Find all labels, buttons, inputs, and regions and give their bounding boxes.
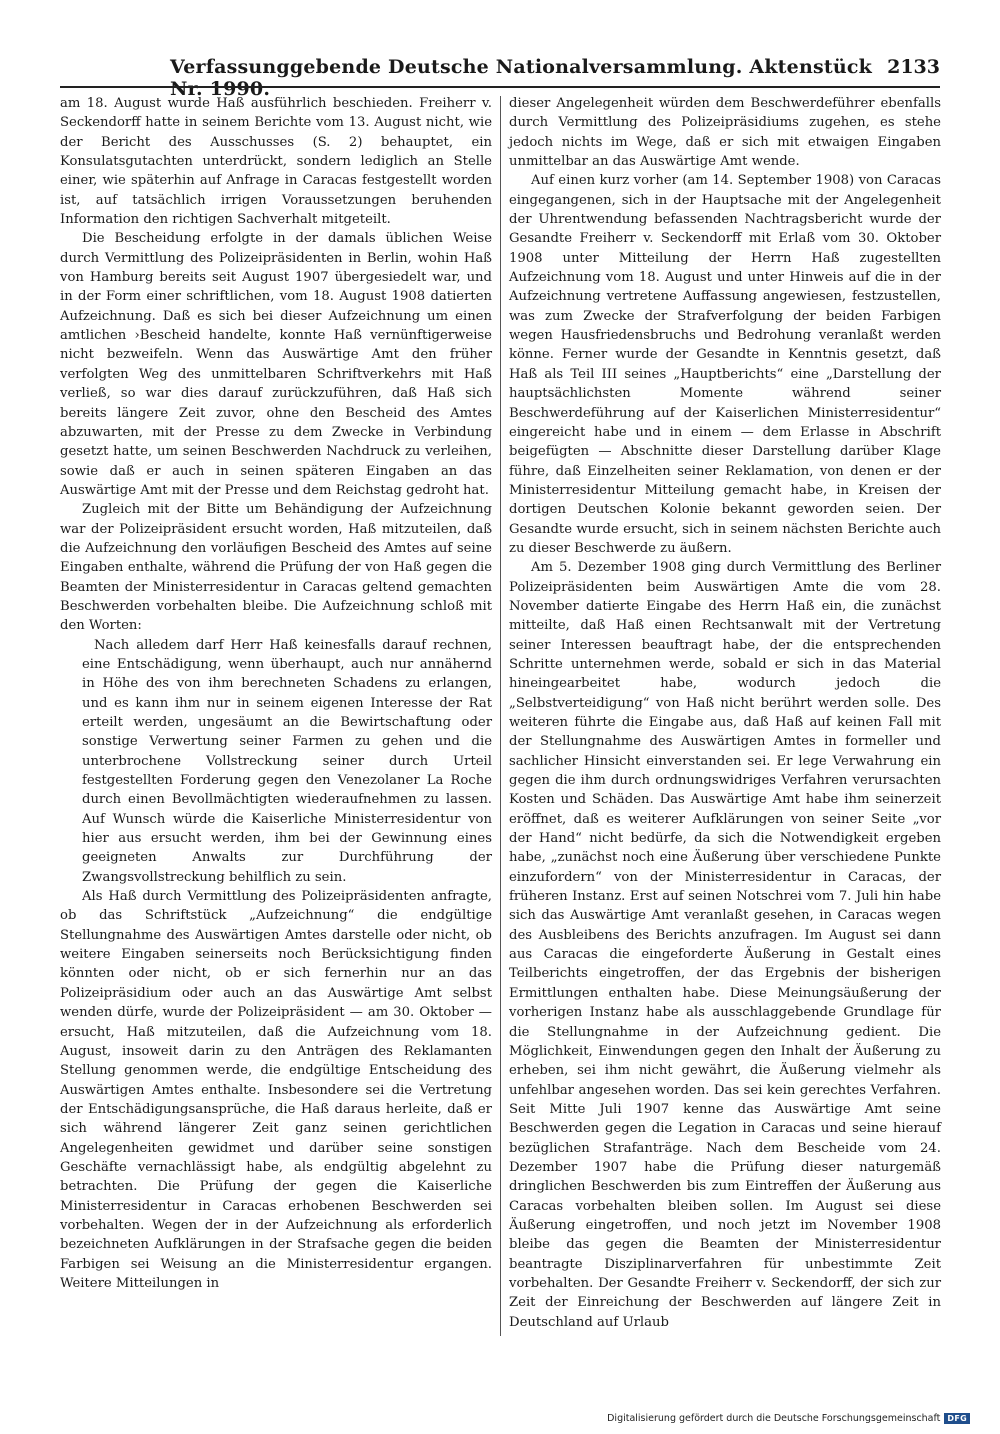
page-number: 2133 bbox=[887, 56, 940, 78]
digitization-footer bbox=[607, 1411, 970, 1425]
paragraph: Zugleich mit der Bitte um Behändigung der Aufzeichnung war der Polizeipräsident ersucht worden, Haß mitzuteilen, daß die Aufzeichnung den vorläufigen Bescheid des Amtes auf seine Eingaben enthalte, während die Prüfung der von Haß gegen die Beamten der Ministerresidentur in Caracas geltend gemachten Beschwerden vorbehalten bleibe. Die Aufzeichnung schloß mit den Worten: bbox=[60, 502, 492, 634]
paragraph: Am 5. Dezember 1908 ging durch Vermittlung des Berliner Polizeipräsidenten beim Auswärtigen Amte die vom 28. November datierte Eingabe des Herrn Haß ein, die zunächst mitteilte, daß Haß einen Rechtsanwalt mit der Vertretung seiner Interessen beauftragt habe, der die entsprechenden Schritte unternehmen werde, sobald er sich in das Material hineingearbeitet habe, wodurch jedoch die „Selbstverteidigung“ von Haß nicht berührt werden solle. Des weiteren führte die Eingabe aus, daß Haß auf keinen Fall mit der Stellungnahme des Auswärtigen Amtes in formeller und sachlicher Hinsicht einverstanden sei. Er lege Verwahrung ein gegen die ihm durch ordnungswidriges Verfahren verursachten Kosten und Schäden. Das Auswärtige Amt habe ihm seinerzeit eröffnet, daß es weiterer Aufklärungen von seiner Seite „vor der Hand“ nicht bedürfe, da sich die Notwendigkeit ergeben habe, „zunächst noch eine Äußerung über verschiedene Punkte einzufordern“ von der Ministerresidentur in Caracas, der früheren Instanz. Erst auf seinen Notschrei vom 7. Juli hin habe sich das Auswärtige Amt veranlaßt gesehen, in Caracas wegen des Ausbleibens des Berichts anzufragen. Im August sei dann aus Caracas die eingeforderte Äußerung in Gestalt eines Teilberichts eingetroffen, der das Ergebnis der bisherigen Ermittlungen enthalten habe. Diese Meinungsäußerung der vorherigen Instanz habe als ausschlaggebende Grundlage für die Stellungnahme in der Aufzeichnung gedient. Die Möglichkeit, Einwendungen gegen den Inhalt der Äußerung zu erheben, sei ihm nicht gewährt, die Äußerung vielmehr als unfehlbar angesehen worden. Das sei kein gerechtes Verfahren. Seit Mitte Juli 1907 kenne das Auswärtige Amt seine Beschwerden gegen die Legation in Caracas und seine hierauf bezüglichen Strafanträge. Nach dem Bescheide vom 24. Dezember 1907 habe die Prüfung dieser naturgemäß dringlichen Beschwerden bis zum Eintreffen der Äußerung aus Caracas vorbehalten bleiben sollen. Im August sei diese Äußerung eingetroffen, und noch jetzt im November 1908 bleibe das gegen die Beamten der Ministerresidentur beantragte Disziplinarverfahren für unbestimmte Zeit vorbehalten. Der Gesandte Freiherr v. Seckendorff, der sich zur Zeit der Einreichung der Beschwerden auf längere Zeit in Deutschland auf Urlaub bbox=[509, 560, 941, 1330]
paragraph: am 18. August wurde Haß ausführlich beschieden. Freiherr v. Seckendorff hatte in seinem Berichte vom 13. August nicht, wie der Bericht des Ausschusses (S. 2) behauptet, ein Konsulatsgutachten unterdrückt, sondern lediglich an Stelle einer, wie späterhin auf Anfrage in Caracas festgestellt worden ist, auf tatsächlich irrigen Voraussetzungen beruhenden Information den richtigen Sachverhalt mitgeteilt. bbox=[60, 96, 492, 228]
paragraph: Als Haß durch Vermittlung des Polizeipräsidenten anfragte, ob das Schriftstück „Aufzeichnung“ die endgültige Stellungnahme des Auswärtigen Amtes darstelle oder nicht, ob weitere Eingaben seinerseits noch Berücksichtigung finden könnten oder nicht, ob er sich fernerhin nur an das Polizeipräsidium oder auch an das Auswärtige Amt selbst wenden dürfe, wurde der Polizeipräsident — am 30. Oktober — ersucht, Haß mitzuteilen, daß die Aufzeichnung vom 18. August, insoweit darin zu den Anträgen des Reklamanten Stellung genommen werde, die endgültige Entscheidung des Auswärtigen Amtes enthalte. Insbesondere sei die Vertretung der Entschädigungsansprüche, die Haß daraus herleite, daß er sich während längerer Zeit ganz seinen gerichtlichen Angelegenheiten gewidmet und darüber seine sonstigen Geschäfte vernachlässigt habe, als endgültig abgelehnt zu betrachten. Die Prüfung der gegen die Kaiserliche Ministerresidentur in Caracas erhobenen Beschwerden sei vorbehalten. Wegen der in der Aufzeichnung als erforderlich bezeichneten Aufklärungen in der Strafsache gegen die beiden Farbigen sei Weisung an die Ministerresidentur ergangen. Weitere Mitteilungen in bbox=[60, 889, 492, 1291]
running-title: Verfassunggebende Deutsche Nationalversammlung. Aktenstück Nr. 1990. bbox=[170, 56, 872, 100]
dfg-logo: DFG bbox=[944, 1413, 970, 1424]
footer-text: Digitalisierung gefördert durch die Deutsche Forschungsgemeinschaft bbox=[607, 1412, 941, 1424]
header-rule bbox=[60, 86, 940, 88]
page-header bbox=[170, 56, 940, 100]
paragraph: Auf einen kurz vorher (am 14. September 1908) von Caracas eingegangenen, sich in der Hauptsache mit der Angelegenheit der Uhrentwendung befassenden Nachtragsbericht wurde der Gesandte Freiherr v. Seckendorff mit Erlaß vom 30. Oktober 1908 unter Mitteilung der Herrn Haß zugestellten Aufzeichnung vom 18. August und unter Hinweis auf die in der Aufzeichnung vertretene Auffassung angewiesen, festzustellen, was zum Zwecke der Strafverfolgung der beiden Farbigen wegen Hausfriedensbruchs und Bedrohung veranlaßt werden könne. Ferner wurde der Gesandte in Kenntnis gesetzt, daß Haß als Teil III seines „Hauptberichts“ eine „Darstellung der hauptsächlichsten Momente während seiner Beschwerdeführung auf der Kaiserlichen Ministerresidentur“ eingereicht habe und in einem — dem Erlasse in Abschrift beigefügten — Abschnitte dieser Darstellung darüber Klage führe, daß Einzelheiten seiner Reklamation, von denen er der Ministerresidentur Mitteilung gemacht habe, in Kreisen der dortigen Deutschen Kolonie bekannt geworden seien. Der Gesandte wurde ersucht, sich in seinem nächsten Berichte auch zu dieser Beschwerde zu äußern. bbox=[509, 173, 941, 556]
right-column bbox=[509, 94, 941, 1332]
paragraph: Die Bescheidung erfolgte in der damals üblichen Weise durch Vermittlung des Polizeipräsidenten in Berlin, wohin Haß von Hamburg bereits seit August 1907 übergesiedelt war, und in der Form einer schriftlichen, vom 18. August 1908 datierten Aufzeichnung. Daß es sich bei dieser Aufzeichnung um einen amtlichen ›Bescheid handelte, konnte Haß vernünftigerweise nicht bezweifeln. Wenn das Auswärtige Amt den früher verfolgten Weg des unmittelbaren Schriftverkehrs mit Haß verließ, so war dies darauf zurückzuführen, daß Haß sich bereits längere Zeit zuvor, ohne den Bescheid des Amtes abzuwarten, mit der Presse zu dem Zwecke in Verbindung gesetzt hatte, um seinen Beschwerden Nachdruck zu verleihen, sowie daß er auch in seinen späteren Eingaben an das Auswärtige Amt mit der Presse und dem Reichstag gedroht hat. bbox=[60, 231, 492, 498]
left-column bbox=[60, 94, 492, 1293]
paragraph: dieser Angelegenheit würden dem Beschwerdeführer ebenfalls durch Vermittlung des Polizeipräsidiums zugehen, es stehe jedoch nichts im Wege, daß er sich mit etwaigen Eingaben unmittelbar an das Auswärtige Amt wende. bbox=[509, 96, 941, 170]
column-divider bbox=[500, 96, 501, 1336]
block-quote: Nach alledem darf Herr Haß keinesfalls darauf rechnen, eine Entschädigung, wenn überhaupt, auch nur annähernd in Höhe des von ihm berechneten Schadens zu erlangen, und es kann ihm nur in seinem eigenen Interesse der Rat erteilt werden, ungesäumt an die Bewirtschaftung oder sonstige Verwertung seiner Farmen zu gehen und die unterbrochene Vollstreckung seiner durch Urteil festgestellten Forderung gegen den Venezolaner La Roche durch einen Bevollmächtigten wiederaufnehmen zu lassen. Auf Wunsch würde die Kaiserliche Ministerresidentur von hier aus ersucht werden, ihm bei der Gewinnung eines geeigneten Anwalts zur Durchführung der Zwangsvollstreckung behilflich zu sein. bbox=[82, 637, 492, 885]
